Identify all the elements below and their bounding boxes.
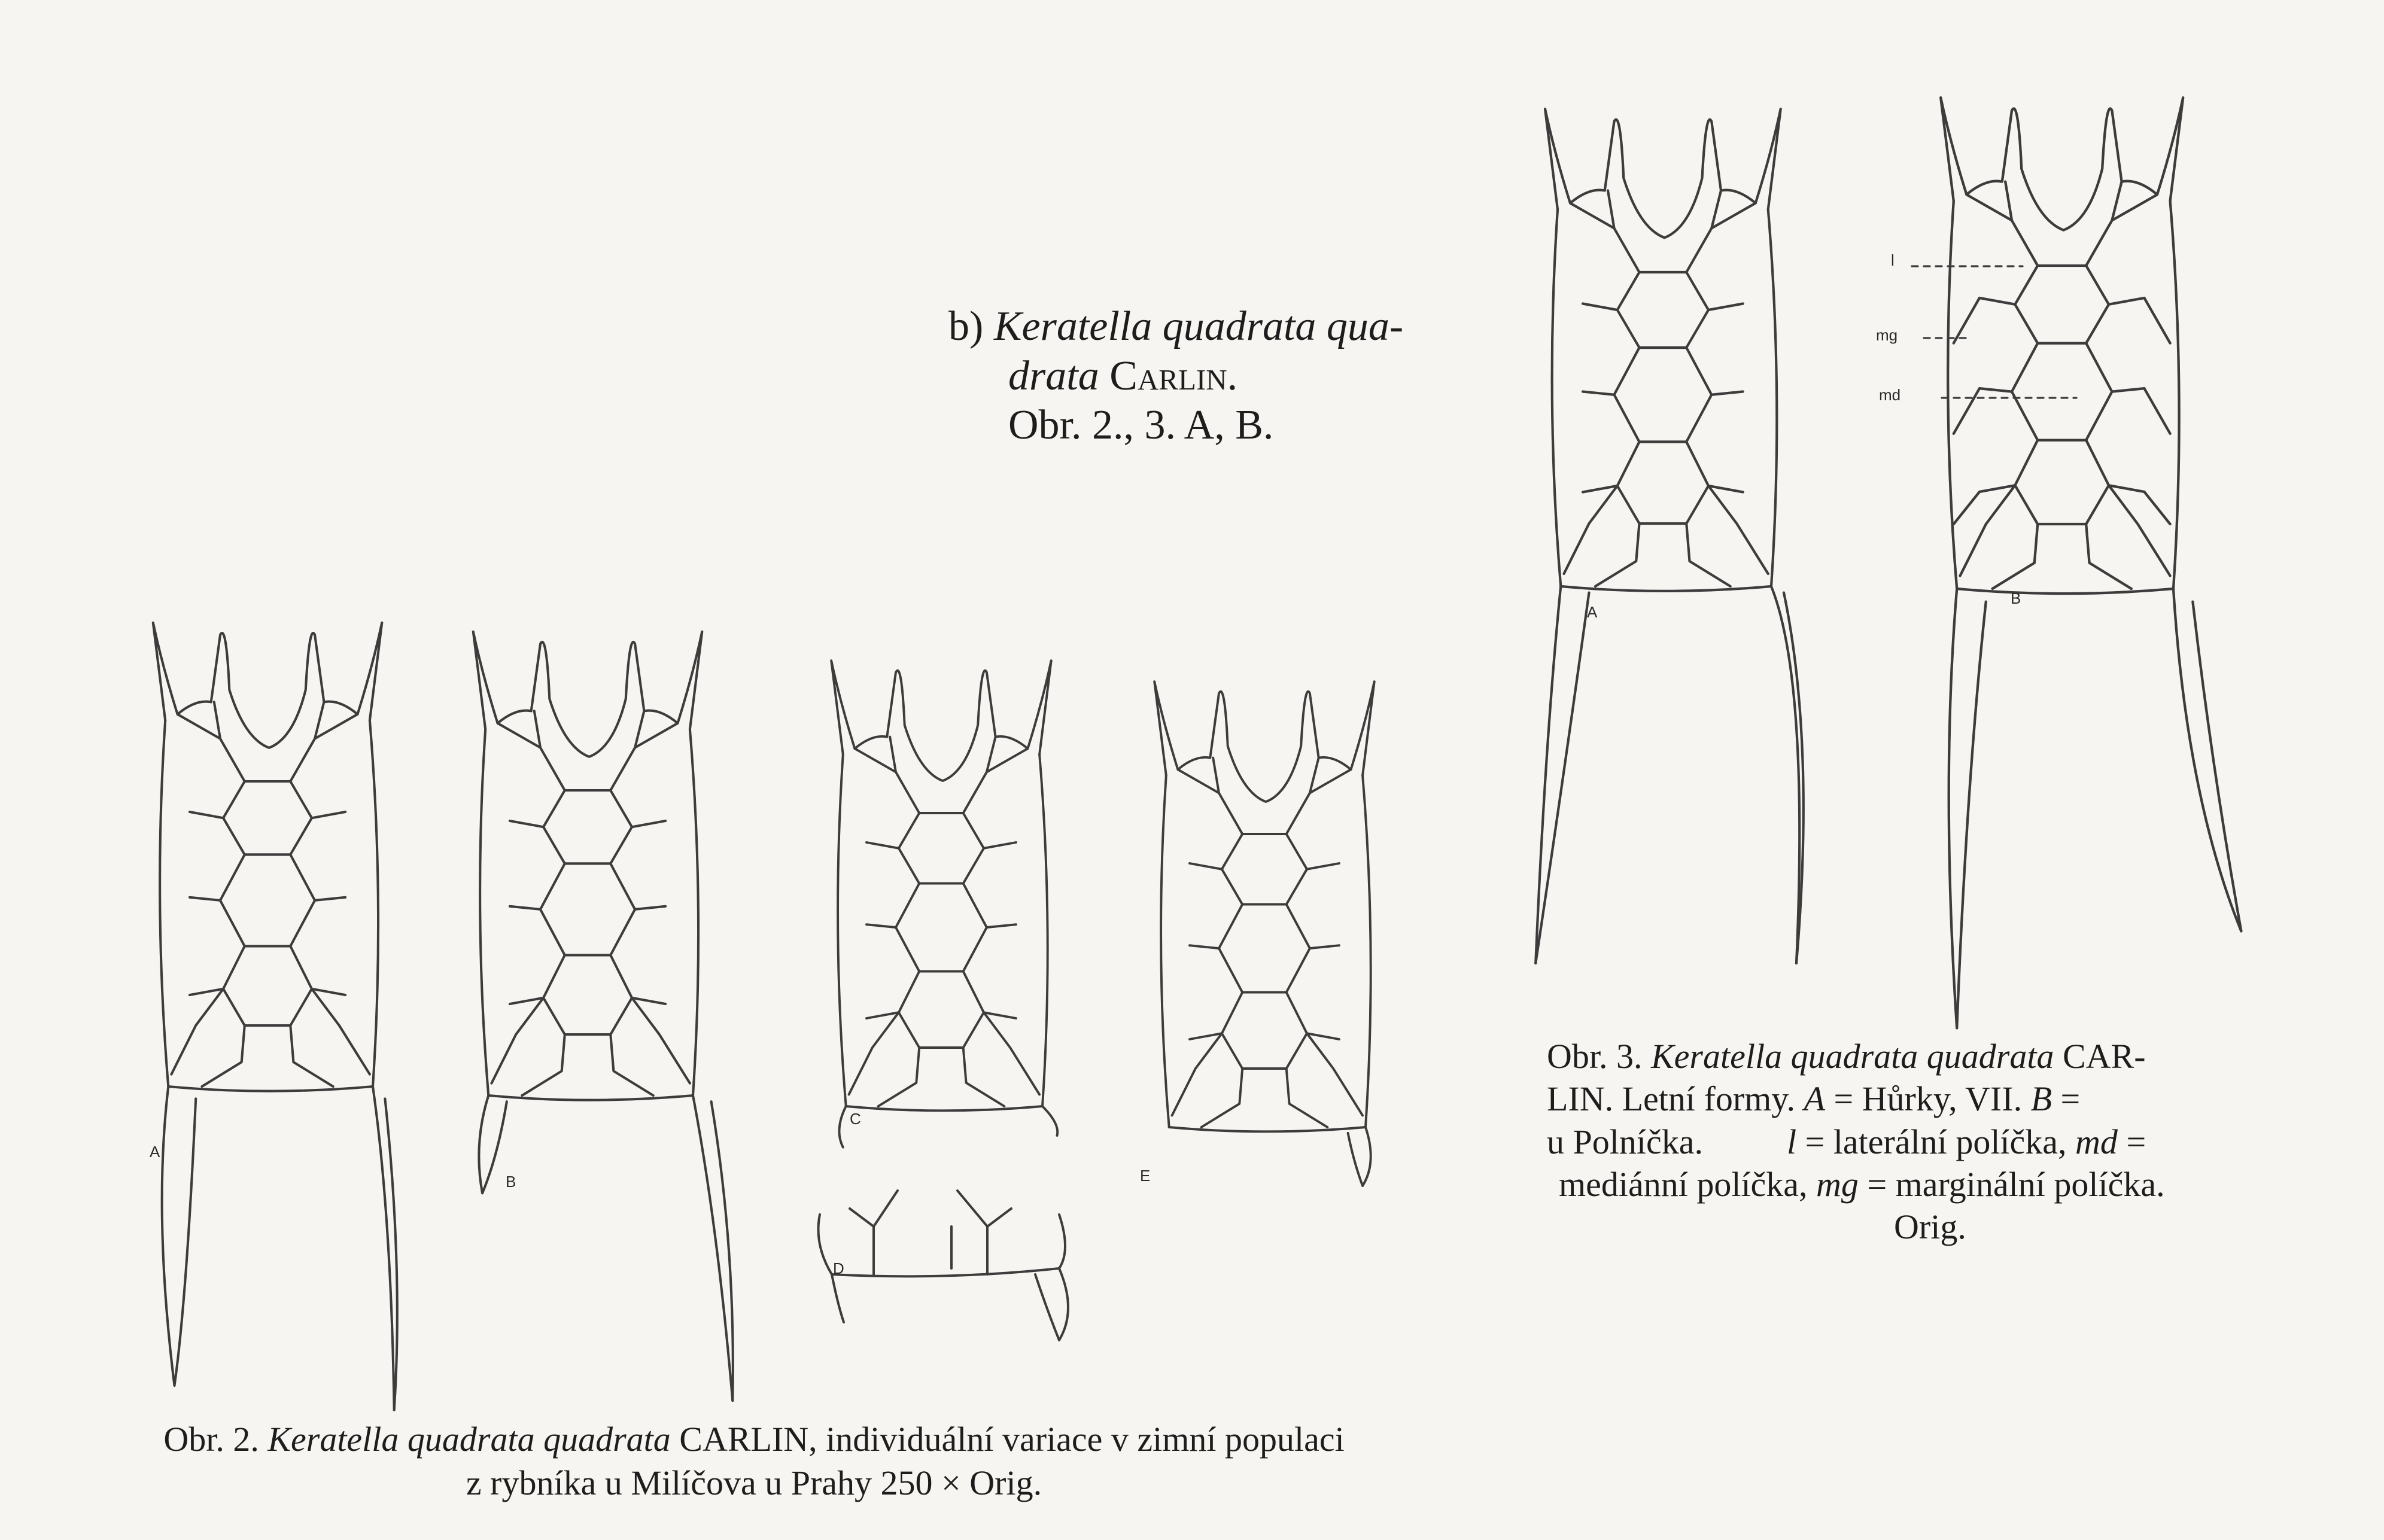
fig2-specimen-c — [831, 661, 1057, 1147]
fig3-specimen-b — [1941, 98, 2241, 1028]
fig3-specimen-a — [1535, 109, 1804, 963]
fig2-panel-label-c: C — [850, 1110, 861, 1128]
section-heading: b) Keratella quadrata qua- drata Carlin. Obr. 2., 3. A, B. — [948, 303, 1404, 449]
fig2-panel-label-d: D — [833, 1259, 844, 1277]
fig3-field-label-md: md — [1879, 386, 1901, 404]
fig3-panel-label-b: B — [2011, 589, 2021, 607]
fig2-specimen-e — [1154, 681, 1375, 1186]
fig3-caption: Obr. 3. Keratella quadrata quadrata CAR- LIN. Letní formy. A = Hůrky, VII. B = u Polníčka. l = laterální políčka, md = mediánní políčka, mg = marginální políčka. Orig. — [1547, 1037, 2165, 1247]
fig3-panel-label-a: A — [1587, 603, 1598, 621]
fig2-specimen-b — [473, 632, 733, 1401]
fig2-panel-label-a: A — [150, 1143, 160, 1161]
fig2-panel-label-e: E — [1140, 1167, 1151, 1185]
fig2-caption: Obr. 2. Keratella quadrata quadrata CARLIN, individuální variace v zimní populaci z rybníka u Milíčova u Prahy 250 × Orig. — [163, 1420, 1345, 1502]
fig3-field-label-mg: mg — [1876, 326, 1898, 344]
fig2-panel-label-b: B — [506, 1173, 516, 1191]
fig3-field-label-l: l — [1891, 251, 1895, 269]
fig2-specimen-d — [819, 1191, 1069, 1340]
fig2-specimen-a — [153, 623, 397, 1410]
